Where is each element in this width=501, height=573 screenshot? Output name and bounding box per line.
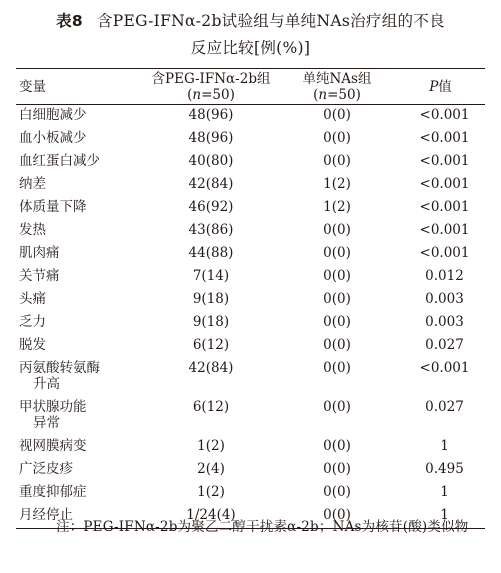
- table-row: [16, 482, 485, 505]
- table-footnote: 注：PEG-IFNα-2b为聚乙二醇干扰素α-2b；NAs为核苷(酸)类似物: [56, 519, 469, 535]
- cell-nas: 0(0): [323, 314, 351, 330]
- cell-p: <0.001: [419, 199, 470, 215]
- cell-p: 0.027: [425, 337, 464, 353]
- cell-variable: 发热: [19, 222, 46, 238]
- cell-p: 0.003: [425, 291, 464, 307]
- cell-variable: 脱发: [19, 337, 46, 353]
- cell-nas: 1(2): [323, 199, 351, 215]
- cell-variable: 重度抑郁症: [19, 484, 87, 500]
- cell-nas: 0(0): [278, 505, 396, 529]
- cell-nas: 0(0): [323, 268, 351, 284]
- cell-peg: 46(92): [188, 199, 234, 215]
- cell-peg: 7(14): [192, 268, 230, 284]
- cell-p: 1: [396, 505, 485, 529]
- header-peg-line2: (n=50): [187, 87, 235, 103]
- cell-variable: 广泛皮疹: [19, 461, 73, 477]
- table-row: [16, 266, 485, 289]
- cell-nas: 0(0): [323, 461, 351, 477]
- cell-variable: 血小板减少: [19, 130, 87, 146]
- cell-peg: 9(18): [192, 314, 230, 330]
- cell-p: <0.001: [419, 245, 470, 261]
- cell-nas: 0(0): [323, 107, 351, 123]
- cell-nas: 0(0): [323, 222, 351, 238]
- table-row: [16, 220, 485, 243]
- cell-variable: 关节痛: [19, 268, 60, 284]
- cell-nas: 0(0): [323, 360, 351, 376]
- table-row: [16, 243, 485, 266]
- header-peg-group: [144, 69, 278, 105]
- cell-variable: 体质量下降: [19, 199, 87, 215]
- table-caption-line1: [0, 9, 501, 33]
- cell-peg: 43(86): [188, 222, 234, 238]
- table-row: [16, 105, 485, 129]
- cell-variable: 纳差: [19, 176, 46, 192]
- table-caption-line2: 反应比较[例(%)]: [190, 39, 311, 57]
- cell-nas: 0(0): [323, 291, 351, 307]
- table-row: [16, 174, 485, 197]
- cell-peg: 44(88): [188, 245, 234, 261]
- cell-variable: 月经停止: [16, 505, 144, 529]
- cell-p: 0.003: [425, 314, 464, 330]
- cell-p: <0.001: [419, 176, 470, 192]
- header-nas-line1: 单纯NAs组: [302, 71, 372, 87]
- table-row: [16, 312, 485, 335]
- cell-nas: 0(0): [323, 484, 351, 500]
- cell-p: 1: [440, 438, 449, 454]
- header-nas-line2: (n=50): [313, 87, 361, 103]
- cell-p: <0.001: [419, 222, 470, 238]
- header-peg-line1: 含PEG-IFNα-2b组: [151, 71, 271, 87]
- cell-nas: 0(0): [323, 438, 351, 454]
- cell-variable: 视网膜病变: [19, 438, 87, 454]
- cell-variable: 肌肉痛: [19, 245, 60, 261]
- cell-peg: 1(2): [197, 484, 225, 500]
- cell-peg: 1(2): [197, 438, 225, 454]
- caption-text-1: 含PEG-IFNα-2b试验组与单纯NAs治疗组的不良: [97, 12, 445, 30]
- cell-nas: 0(0): [323, 153, 351, 169]
- cell-peg: 40(80): [188, 153, 234, 169]
- cell-peg: 42(84): [188, 176, 234, 192]
- cell-peg: 48(96): [188, 107, 234, 123]
- cell-p: <0.001: [419, 360, 470, 376]
- cell-peg: 2(4): [197, 461, 225, 477]
- cell-nas: 0(0): [323, 130, 351, 146]
- cell-p: 0.495: [425, 461, 464, 477]
- cell-nas: 0(0): [323, 245, 351, 261]
- cell-peg: 6(12): [192, 337, 230, 353]
- header-p-value: P值: [396, 69, 485, 105]
- cell-peg: 9(18): [192, 291, 230, 307]
- cell-variable: [16, 397, 144, 436]
- table-row: [16, 151, 485, 174]
- cell-p: 0.012: [425, 268, 464, 284]
- cell-p: <0.001: [419, 153, 470, 169]
- table-header-row: [16, 69, 485, 105]
- cell-variable-line1: 丙氨酸转氨酶: [19, 360, 100, 376]
- table-row: [16, 289, 485, 312]
- table-row: [16, 197, 485, 220]
- cell-p: <0.001: [419, 107, 470, 123]
- adverse-reaction-table: [16, 68, 485, 529]
- header-variable: 变量: [16, 69, 144, 105]
- table-row: [16, 335, 485, 358]
- cell-p: 0.027: [425, 399, 464, 415]
- table-row: [16, 397, 485, 436]
- cell-nas: 0(0): [323, 399, 351, 415]
- cell-nas: 0(0): [323, 337, 351, 353]
- cell-variable-line2: 升高: [33, 376, 60, 392]
- cell-variable: [16, 358, 144, 397]
- cell-variable: 白细胞减少: [19, 107, 87, 123]
- header-nas-group: [278, 69, 396, 105]
- cell-variable-line1: 甲状腺功能: [19, 399, 87, 415]
- cell-p: <0.001: [419, 130, 470, 146]
- table-row: [16, 459, 485, 482]
- table-row: [16, 358, 485, 397]
- cell-variable: 血红蛋白减少: [19, 153, 100, 169]
- cell-p: 1: [440, 484, 449, 500]
- cell-peg: 42(84): [188, 360, 234, 376]
- table-row: [16, 436, 485, 459]
- cell-peg: 48(96): [188, 130, 234, 146]
- table-row: [16, 128, 485, 151]
- cell-peg: 1/24(4): [144, 505, 278, 529]
- cell-peg: 6(12): [192, 399, 230, 415]
- cell-variable-line2: 异常: [33, 415, 60, 431]
- table-number: 表8: [56, 12, 83, 30]
- cell-variable: 乏力: [19, 314, 46, 330]
- cell-nas: 1(2): [323, 176, 351, 192]
- cell-variable: 头痛: [19, 291, 46, 307]
